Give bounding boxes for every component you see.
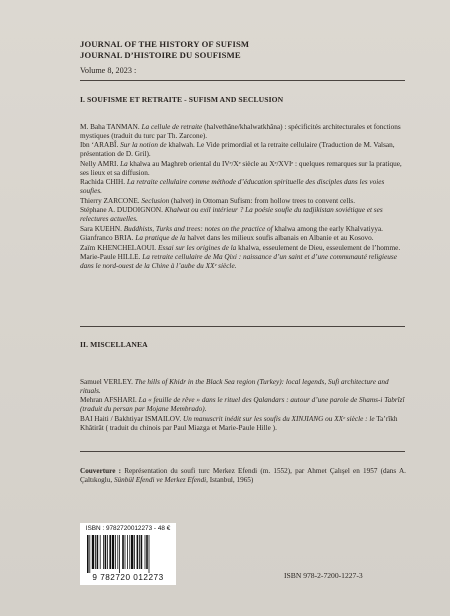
cover-credit — [80, 467, 406, 485]
barcode-bar — [131, 535, 133, 569]
barcode-bar — [145, 535, 146, 569]
entry-rest: Ta’rîkh Khâtirât ( traduit du chinois par Paul Miazga et Marie-Paule Hille ). — [80, 414, 398, 432]
entry-title: Un manuscrit inédit sur les soufis du XINJIANG ou XXᵉ siècle : le — [182, 414, 375, 423]
barcode-bar — [87, 535, 89, 573]
journal-title-en: JOURNAL OF THE HISTORY OF SUFISM — [80, 39, 250, 49]
barcode-bar — [112, 535, 114, 569]
cover-label: Couverture : — [80, 467, 125, 475]
barcode-digits: 9 782720 012273 — [92, 573, 164, 582]
entry-rest: (halvet) in Ottoman Sufism: from hollow trees to convent cells. — [169, 196, 356, 205]
toc-entry — [80, 378, 406, 396]
volume-line: Volume 8, 2023 : — [80, 66, 137, 75]
toc-entry — [80, 234, 406, 243]
barcode-bar — [95, 535, 96, 569]
isbn-number: ISBN 978-2-7200-1227-3 — [284, 571, 363, 580]
barcode-bar — [89, 535, 90, 573]
entry-title: La cellule de retraite — [141, 123, 203, 131]
entry-title: Khalwat ou exil intérieur ? La poésie soufie du tadjikistan soviétique et ses relectures actuelles. — [80, 206, 383, 224]
entry-author: Rachida CHIH. — [80, 178, 127, 187]
entry-author: Marie-Paule HILLE. — [80, 253, 143, 262]
barcode-bars — [87, 535, 171, 573]
divider-top — [80, 80, 405, 81]
entry-title: La pratique de la — [135, 234, 186, 243]
barcode-bar — [127, 535, 128, 569]
toc-entry — [80, 225, 406, 234]
barcode-bar — [117, 535, 118, 569]
toc-entry — [80, 415, 406, 433]
barcode-bar — [134, 535, 135, 569]
entry-title: La « feuille de rêve » dans le rituel des Qalandars : autour d’une parole de Shams-i Tabrîzî (traduit du persan par Mojane Membrado). — [80, 396, 405, 414]
entry-rest: khalwa au Maghreb oriental du IVᵉ/Xᵉ siècle au Xᵉ/XVIᵉ : quelques remarques sur la pratique, ses lieux et sa diffusion. — [80, 159, 402, 177]
entry-rest: khalwa, esseulement de Dieu, esseulement de l’homme. — [236, 243, 401, 252]
journal-title-fr: JOURNAL D’HISTOIRE DU SOUFISME — [80, 50, 241, 60]
toc-entry — [80, 206, 406, 224]
section-1-title: I. SOUFISME ET RETRAITE - SUFISM AND SECLUSION — [80, 95, 284, 104]
divider-bottom — [80, 451, 405, 452]
entry-title: Buddhists, Turks and trees: notes on the practice of — [123, 224, 273, 233]
toc-entry — [80, 197, 406, 206]
barcode-isbn-label: ISBN : 9782720012273 - 48 € — [85, 525, 171, 532]
barcode-bar — [119, 535, 120, 573]
entry-author: Sara KUEHN. — [80, 224, 124, 233]
entry-title: La retraite cellulaire comme méthode d’éducation spirituelle des disciples dans les voies soufies. — [80, 178, 385, 196]
barcode-bar — [100, 535, 101, 569]
barcode-bar — [141, 535, 143, 569]
toc-entry — [80, 123, 406, 141]
barcode-bar — [97, 535, 99, 569]
cover-text-italic: Sünbül Efendi ve Merkez Efendi — [113, 476, 207, 484]
cover-text-a: Représentation du soufi turc Merkez Efendi (m. 1552), par Ahmet Çalışel en 1957 (dans A. Çaltıkoglu, — [80, 467, 406, 484]
entry-rest: halvet dans les milieux soufis albanais en Albanie et au Kosovo. — [185, 234, 374, 243]
barcode-bar — [103, 535, 104, 569]
barcode-bar — [139, 535, 140, 569]
entry-title: La retraite cellulaire de Ma Qixi : naissance d’un saint et d’une communauté religieuse dans le nord-ouest de la Chine à l’aube du XXᵉ siècle. — [80, 253, 397, 270]
entry-author: Zaïm KHENCHELAOUI. — [80, 243, 158, 252]
cover-text-b: , Istanbul, 1965) — [206, 476, 254, 484]
entry-author: Nelly AMRI. — [80, 159, 121, 168]
entry-author: Mehran AFSHARI. — [80, 396, 139, 405]
barcode-bar — [149, 535, 150, 573]
barcode-bar — [107, 535, 108, 569]
entry-author: Samuel VERLEY. — [80, 378, 135, 386]
entry-author: Stéphane A. DUDOIGNON. — [80, 206, 165, 215]
barcode-bar — [115, 535, 116, 569]
barcode-bar — [146, 535, 148, 569]
entry-author: Gianfranco BRIA. — [80, 234, 136, 243]
barcode — [80, 523, 176, 585]
barcode-bar — [129, 535, 130, 569]
entry-title: The hills of Khidr in the Black Sea region (Turkey): local legends, Sufi architecture and rituals. — [80, 378, 389, 395]
barcode-bar — [105, 535, 107, 569]
entry-title: Sur la notion de — [120, 141, 167, 150]
divider-middle — [80, 326, 405, 327]
journal-title — [80, 39, 410, 61]
toc-entry — [80, 396, 406, 414]
barcode-bar — [125, 535, 126, 569]
entry-rest: (halvethâne/khalwatkhâna) : spécificités architecturales et fonctions mystiques (traduit du turc par Th. Zarcone). — [80, 123, 401, 140]
barcode-bar — [109, 535, 111, 569]
barcode-bar — [122, 535, 124, 569]
entry-rest: khalwa among the early Khalvatiyya. — [272, 224, 383, 233]
entry-rest: khalwah. Le Vide primordial et la retraite cellulaire (Traduction de M. Valsan, présentation de D. Gril). — [80, 141, 395, 159]
toc-entry — [80, 141, 406, 159]
section-2-entries — [80, 378, 406, 433]
toc-entry — [80, 160, 406, 178]
toc-entry — [80, 253, 406, 271]
toc-entry — [80, 244, 406, 253]
entry-title: La — [120, 159, 128, 168]
entry-author: Thierry ZARCONE. — [80, 196, 142, 205]
barcode-bar — [92, 535, 94, 569]
section-2-title: II. MISCELLANEA — [80, 340, 148, 349]
barcode-bar — [137, 535, 139, 569]
entry-author: Ibn ‘ARABÎ. — [80, 141, 121, 150]
entry-author: M. Baha TANMAN. — [80, 123, 142, 131]
entry-title: Seclusion — [141, 196, 170, 205]
entry-title: Essai sur les origines de la — [157, 243, 237, 252]
entry-author: BAI Haiti / Bakhtiyar ISMAILOV. — [80, 414, 183, 423]
section-1-entries — [80, 123, 406, 271]
toc-entry — [80, 178, 406, 196]
